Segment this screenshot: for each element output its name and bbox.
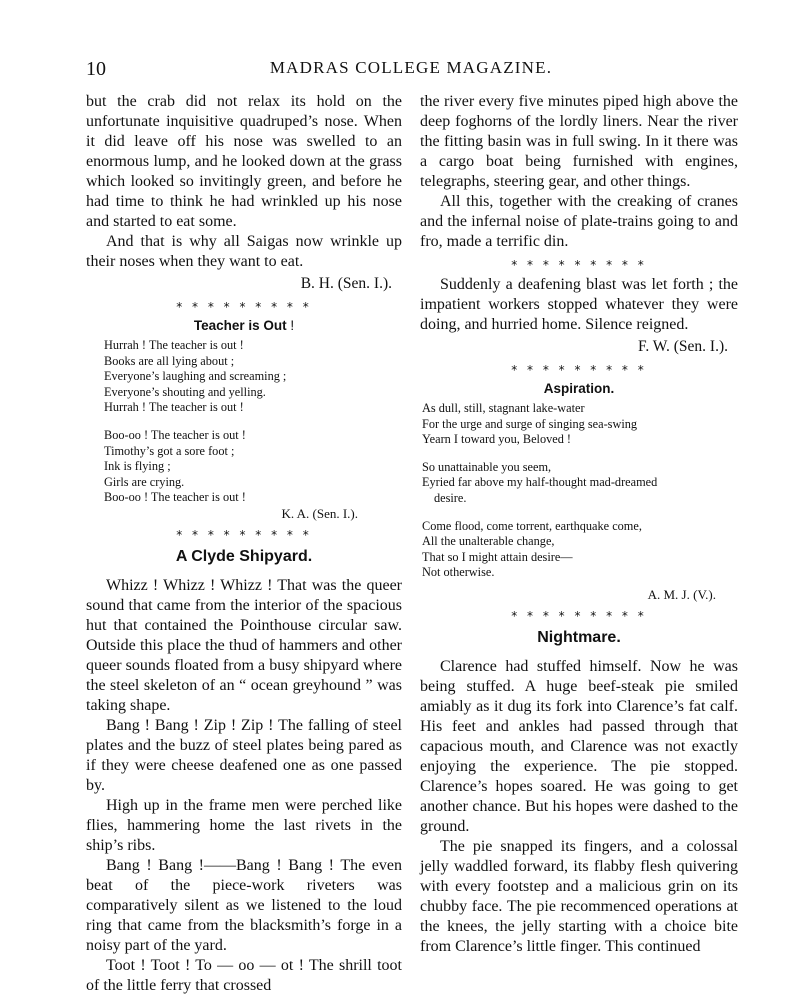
clyde-shipyard-article-cont [420, 92, 738, 252]
article-title: A Clyde Shipyard. [175, 547, 313, 565]
paragraph: Clarence had stuffed himself. Now he was being stuffed. A huge beef-steak pie smiled amiably as it dug its fork into Clarence’s fat calf. His feet and ankles had passed through that capacious mouth, and Clarence was not exactly enjoying the experience. The pie stopped. Clarence’s hopes soared. He was going to get another chance. But his hopes were dashed to the ground. [420, 657, 738, 835]
page-header [86, 58, 736, 80]
article-title: Nightmare. [537, 628, 621, 646]
poem-stanza [422, 401, 738, 448]
poem-line: Everyone’s shouting and yelling. [104, 384, 266, 399]
section-divider: * * * * * * * * * [176, 527, 312, 542]
paragraph: Bang ! Bang ! Zip ! Zip ! The falling of steel plates and the buzz of steel plates being pared as if they were cheese deafened one as one passed by. [86, 716, 402, 794]
clyde-shipyard-ending [420, 275, 738, 335]
paragraph: Whizz ! Whizz ! Whizz ! That was the queer sound that came from the interior of the spacious hut that contained the Pointhouse circular saw. Outside this place the thud of hammers and other queer sounds floated from a busy shipyard where the steel skeleton of an “ ocean greyhound ” was taking shape. [86, 576, 402, 714]
poem-line: Timothy’s got a sore foot ; [104, 443, 235, 458]
poem-line: Eyried far above my half-thought mad-dreamed [422, 475, 658, 490]
poem-line: Ink is flying ; [104, 459, 171, 474]
poem-line: Hurrah ! The teacher is out ! [104, 338, 244, 352]
left-column [86, 92, 402, 996]
paragraph: Bang ! Bang !——Bang ! Bang ! The even beat of the piece-work riveters was comparatively silent as we listened to the loud ring that came from the blacksmith’s forge in a noisy part of the yard. [86, 856, 402, 954]
paragraph: All this, together with the creaking of cranes and the infernal noise of plate-trains going to and fro, made a terrific din. [420, 193, 738, 250]
magazine-title: MADRAS COLLEGE MAGAZINE. [269, 58, 553, 77]
paragraph: but the crab did not relax its hold on the unfortunate inquisitive quadruped’s nose. When it did leave off his nose was swelled to an enormous lump, and he looked down at the grass which looked so invitingly green, and before he had time to think he had wrinkled up his nose and started to eat some. [86, 93, 402, 230]
section-divider: * * * * * * * * * [511, 363, 647, 377]
paragraph: Suddenly a deafening blast was let forth ; the impatient workers stopped whatever they were doing, and hurried home. Silence reigned. [420, 276, 738, 333]
poem-title-text: Teacher is Out [193, 318, 287, 333]
saiga-story-end [86, 92, 402, 272]
poem-aspiration [422, 401, 738, 581]
poem-title [86, 317, 402, 335]
poem-line: Hurrah ! The teacher is out ! [104, 400, 244, 415]
poem-line: desire. [434, 490, 467, 505]
poem-stanza [104, 428, 402, 506]
poem-stanza [104, 338, 402, 416]
poem-line: So unattainable you seem, [422, 459, 552, 474]
author-signature: A. M. J. (V.). [647, 586, 716, 602]
poem-title-punct: ! [286, 318, 295, 333]
poem-stanza [422, 460, 738, 507]
poem-stanza [422, 519, 738, 581]
poem-line: For the urge and surge of singing sea-swing [422, 416, 638, 431]
section-divider: * * * * * * * * * [176, 300, 312, 314]
poem-line: Books are all lying about ; [104, 353, 235, 368]
author-signature: F. W. (Sen. I.). [637, 338, 728, 355]
poem-line: Boo-oo ! The teacher is out ! [104, 427, 246, 442]
poem-title: Aspiration. [543, 381, 615, 396]
nightmare-story [420, 657, 738, 957]
poem-line: Not otherwise. [422, 565, 495, 580]
poem-teacher-is-out [104, 338, 402, 506]
paragraph: High up in the frame men were perched like flies, hammering home the last rivets in the ship’s ribs. [86, 796, 402, 854]
right-column [420, 92, 738, 957]
page-number: 10 [86, 58, 106, 80]
paragraph: And that is why all Saigas now wrinkle up their noses when they want to eat. [86, 233, 402, 270]
poem-line: Boo-oo ! The teacher is out ! [104, 490, 246, 505]
section-divider: * * * * * * * * * [511, 258, 647, 272]
poem-line: Everyone’s laughing and screaming ; [104, 369, 287, 384]
poem-line: Girls are crying. [104, 474, 185, 489]
poem-line: As dull, still, stagnant lake-water [422, 401, 585, 415]
author-signature: B. H. (Sen. I.). [300, 275, 392, 292]
paragraph: The pie snapped its fingers, and a colossal jelly waddled forward, its flabby flesh quivering with every footstep and a malicious grin on its chubby face. The pie recommenced operations at the knees, the jelly starting with a choice bite from Clarence’s little finger. This continued [420, 837, 738, 955]
paragraph: Toot ! Toot ! To — oo — ot ! The shrill toot of the little ferry that crossed [86, 956, 402, 994]
poem-line: Come flood, come torrent, earthquake come, [422, 518, 642, 533]
paragraph: the river every five minutes piped high above the deep foghorns of the lordly liners. Near the river the fitting basin was in full swing. In it there was a cargo boat being furnished with engines, telegraphs, steering gear, and other things. [420, 93, 738, 190]
author-signature: K. A. (Sen. I.). [281, 505, 358, 521]
poem-line: All the unalterable change, [422, 534, 555, 549]
poem-line: That so I might attain desire— [422, 549, 573, 564]
section-divider: * * * * * * * * * [511, 608, 647, 623]
poem-line: Yearn I toward you, Beloved ! [422, 432, 572, 447]
clyde-shipyard-article [86, 576, 402, 996]
